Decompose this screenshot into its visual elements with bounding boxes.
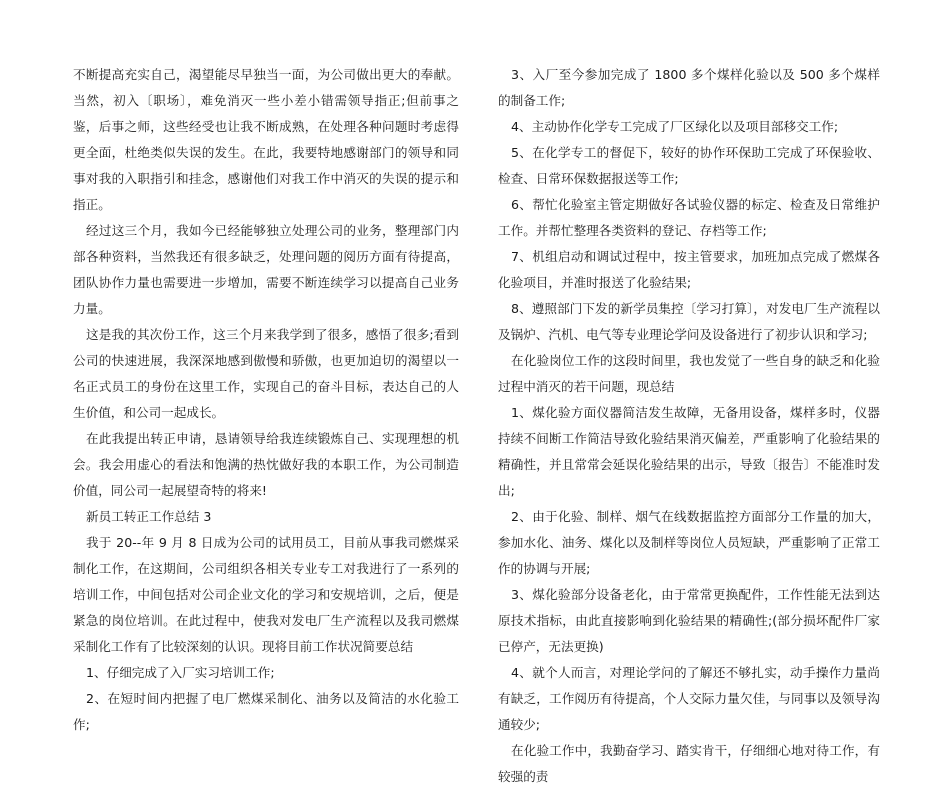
paragraph: 在化验工作中，我勤奋学习、踏实肯干，仔细细心地对待工作，有较强的责	[498, 743, 880, 784]
section-heading: 新员工转正工作总结 3	[86, 509, 212, 524]
paragraph: 在化验岗位工作的这段时间里，我也发觉了一些自身的缺乏和化验过程中消灭的若干问题，现总结	[498, 353, 880, 394]
left-column	[73, 62, 459, 738]
list-item: 8、遵照部门下发的新学员集控〔学习打算〕，对发电厂生产流程以及锅炉、汽机、电气等专业理论学问及设备进行了初步认识和学习;	[498, 301, 880, 342]
list-item: 4、就个人而言，对理论学问的了解还不够扎实，动手操作力量尚有缺乏，工作阅历有待提高，个人交际力量欠佳，与同事以及领导沟通较少;	[498, 665, 880, 732]
list-item: 2、由于化验、制样、烟气在线数据监控方面部分工作量的加大，参加水化、油务、煤化以及制样等岗位人员短缺，严重影响了正常工作的协调与开展;	[498, 509, 880, 576]
right-column	[498, 62, 880, 790]
paragraph: 这是我的其次份工作，这三个月来我学到了很多，感悟了很多;看到公司的快速进展，我深深地感到傲慢和骄傲，也更加迫切的渴望以一名正式员工的身份在这里工作，实现自己的奋斗目标，表达自己的人生价值，和公司一起成长。	[73, 327, 459, 420]
list-item: 7、机组启动和调试过程中，按主管要求，加班加点完成了燃煤各化验项目，并准时报送了化验结果;	[498, 249, 880, 290]
paragraph: 我于 20--年 9 月 8 日成为公司的试用员工，目前从事我司燃煤采制化工作，在这期间，公司组织各相关专业专工对我进行了一系列的培训工作，中间包括对公司企业文化的学习和安规培训，之后，便是紧急的岗位培训。在此过程中，使我对发电厂生产流程以及我司燃煤采制化工作有了比较深刻的认识。现将目前工作状况简要总结	[73, 535, 459, 654]
list-item: 1、煤化验方面仪器简洁发生故障，无备用设备，煤样多时，仪器持续不间断工作简洁导致化验结果消灭偏差，严重影响了化验结果的精确性，并且常常会延误化验结果的出示，导致〔报告〕不能准时发出;	[498, 405, 880, 498]
list-item: 5、在化学专工的督促下，较好的协作环保助工完成了环保验收、检查、日常环保数据报送等工作;	[498, 145, 880, 186]
list-item: 1、仔细完成了入厂实习培训工作;	[86, 665, 275, 680]
paragraph: 不断提高充实自己，渴望能尽早独当一面，为公司做出更大的奉献。当然，初入〔职场〕，难免消灭一些小差小错需领导指正;但前事之鉴，后事之师，这些经受也让我不断成熟，在处理各种问题时考虑得更全面，杜绝类似失误的发生。在此，我要特地感谢部门的领导和同事对我的入职指引和挂念，感谢他们对我工作中消灭的失误的提示和指正。	[73, 67, 459, 212]
paragraph: 经过这三个月，我如今已经能够独立处理公司的业务，整理部门内部各种资料，当然我还有很多缺乏，处理问题的阅历方面有待提高，团队协作力量也需要进一步增加，需要不断连续学习以提高自己业务力量。	[73, 223, 459, 316]
list-item: 3、煤化验部分设备老化，由于常常更换配件，工作性能无法到达原技术指标，由此直接影响到化验结果的精确性;(部分损坏配件厂家已停产，无法更换)	[498, 587, 880, 654]
list-item: 6、帮忙化验室主管定期做好各试验仪器的标定、检查及日常维护工作。并帮忙整理各类资料的登记、存档等工作;	[498, 197, 880, 238]
list-item: 4、主动协作化学专工完成了厂区绿化以及项目部移交工作;	[511, 119, 839, 134]
list-item: 3、入厂至今参加完成了 1800 多个煤样化验以及 500 多个煤样的制备工作;	[498, 67, 880, 108]
paragraph: 在此我提出转正申请，恳请领导给我连续锻炼自己、实现理想的机会。我会用虚心的看法和饱满的热忱做好我的本职工作，为公司制造价值，同公司一起展望奇特的将来!	[73, 431, 459, 498]
list-item: 2、在短时间内把握了电厂燃煤采制化、油务以及简洁的水化验工作;	[73, 691, 459, 732]
